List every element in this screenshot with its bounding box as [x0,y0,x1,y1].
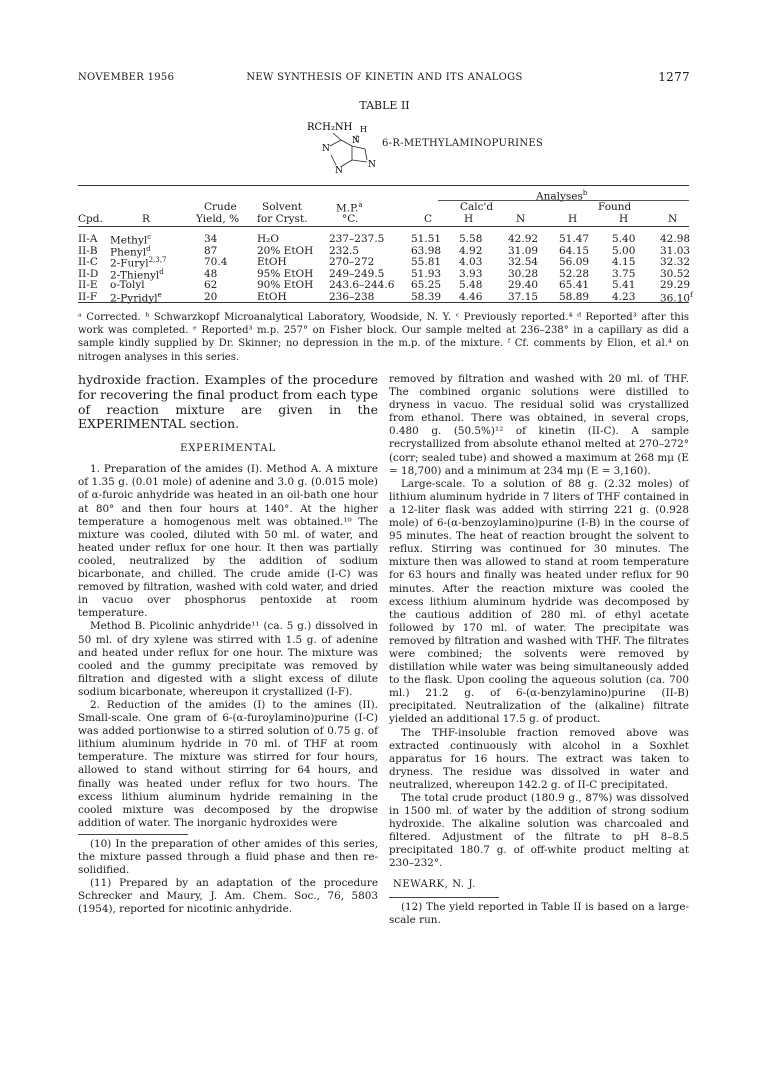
table-cell-mp: 236–238 [329,291,375,303]
table-cell-yield: 48 [204,267,218,280]
table-cell-fc: 65.41 [559,279,590,292]
table-cell-cpd: II-C [78,256,98,269]
table-cell-cpd: II-F [78,291,98,303]
table-footnotes: ᵃ Corrected. ᵇ Schwarzkopf Microanalytical Laboratory, Woodside, N. Y. ᶜ Previously reported.⁴ ᵈ Reported³ after this work was completed. ᵉ Reported³ m.p. 257° on Fisher block. Our sample melted at 236–238° in a capillary as did a sample kindly supplied by Dr. Skinner; no depression in the m.p. of the mixture. ᶠ Cf. comments by Elion, et al.⁴ on nitrogen analyses in this series. [78,312,689,363]
right-text-column [389,373,689,927]
structure-n7-label: N [368,160,376,170]
table-cell-r: 2-Thienyl$^d$ [110,267,164,282]
table-cell-h: 4.46 [459,291,483,303]
table-cell-yield: 62 [204,279,218,292]
table-cell-r: 2-Pyridyl$^e$ [110,291,162,305]
yield-header: Yield, % [196,213,240,225]
table-cell-fc: 52.28 [559,267,590,280]
table-cell-r: 2-Furyl$^{2,3,7}$ [110,256,167,270]
table-cell-cpd: II-A [78,233,98,245]
structure-n3-label: N [335,166,343,176]
table-cell-yield: 34 [204,233,218,245]
h-calcd-header: H [464,213,474,225]
left-text-column [78,373,378,916]
calcd-header: Calc'd [460,201,494,213]
c-calcd-header: C [424,213,433,225]
footnote-10: (10) In the preparation of other amides of this series, the mixture passed through a fluid phase and then re-solidified. [78,837,378,877]
footnote-11: (11) Prepared by an adaptation of the procedure Schrecker and Maury, J. Am. Chem. Soc., 76, 5803 (1954), reported for nicotinic anhydride. [78,877,378,916]
table-cell-n: 32.54 [508,256,539,269]
affiliation-signature: NEWARK, N. J. [393,878,477,890]
table-cell-n: 29.40 [508,279,539,292]
total-product-paragraph: The total crude product (180.9 g., 87%) was dissolved in 1500 ml. of water by the addition of strong sodium hydroxide. The alkaline solution was charcoaled and filtered. Adjustment of the filtrate to pH 8–8.5 precipitated 180.7 g. of off-white product melting at 230–232°. [389,792,689,870]
structure-h-label: H [360,125,367,134]
table-cell-h: 3.93 [459,267,483,280]
table-top-rule [78,185,689,186]
table-cell-mp: 249–249.5 [329,267,385,280]
table-cell-yield: 87 [204,244,218,257]
mp-header: M.P.$^a$ [336,201,363,215]
found-header: Found [598,201,632,213]
table-cell-n: 30.28 [508,267,539,280]
compound-class-label: 6-R-METHYLAMINOPURINES [382,138,544,149]
table-cell-r: o-Tolyl [110,279,145,292]
table-cell-fc: 51.47 [559,233,590,245]
table-cell-fh: 4.23 [612,291,636,303]
h-found-header: H [619,213,629,225]
table-cell-mp: 232.5 [329,244,360,257]
table-cell-fn: 32.32 [660,256,691,269]
table-cell-r: Phenyl$^d$ [110,244,151,259]
table-cell-fn: 29.29 [660,279,691,292]
table-cell-yield: 20 [204,291,218,303]
table-cell-fc: 64.15 [559,244,590,257]
table-cell-h: 5.58 [459,233,483,245]
table-title: TABLE II [359,99,410,112]
table-cell-fh: 4.15 [612,256,636,269]
table-cell-h: 4.03 [459,256,483,269]
table-cell-mp: 243.6–244.6 [329,279,395,292]
table-cell-h: 5.48 [459,279,483,292]
table-cell-mp: 270–272 [329,256,375,269]
table-bottom-rule [78,302,689,303]
table-cell-c: 55.81 [411,256,442,269]
running-header-title: NEW SYNTHESIS OF KINETIN AND ITS ANALOGS [246,72,523,83]
r-header: R [142,213,150,225]
footnote-12: (12) The yield reported in Table II is based on a large-scale run. [389,900,689,926]
table-cell-yield: 70.4 [204,256,228,269]
c-found-header: H [568,213,578,225]
structure-n1-label: N [322,144,330,154]
table-cell-solvent: EtOH [257,291,287,303]
crude-header: Crude [204,201,237,213]
table-cell-fn: 36.10$^f$ [660,291,693,305]
intro-paragraph: hydroxide fraction. Examples of the procedure for recovering the final product from each type of reaction mixture are given in the EXPERIMENTAL section. [78,372,378,432]
table-cell-fn: 42.98 [660,233,691,245]
table-cell-c: 51.51 [411,233,442,245]
page-number: 1277 [658,70,690,84]
structure-n9-label: N [352,136,360,146]
section-heading: EXPERIMENTAL [180,443,276,455]
table-cell-cpd: II-B [78,244,98,257]
footnote-divider [78,834,188,835]
table-cell-fh: 5.40 [612,233,636,245]
table-cell-fn: 31.03 [660,244,691,257]
cryst-header: for Cryst. [257,213,308,225]
continued-paragraph: removed by filtration and washed with 20 ml. of THF. The combined organic solutions were distilled to dryness in vacuo. The residual solid was crystallized from ethanol. There was obtained, in several crops, 0.480 g. (50.5%)¹² of kinetin (II-C). A sample recrystallized from absolute ethanol melted at 270–272° (corr; sealed tube) and showed a maximum at 268 mμ (E = 18,700) and a minimum at 234 mμ (E = 3,160). [389,373,689,477]
method-a-paragraph: 1. Preparation of the amides (I). Method A. A mixture of 1.35 g. (0.01 mole) of adenine and 3.0 g. (0.015 mole) of α-furoic anhydride was heated in an oil-bath one hour at 80° and then four hours at 140°. At the higher temperature a homogenous melt was obtained.¹⁰ The mixture was cooled, diluted with 50 ml. of water, and heated under reflux for one hour. It then was partially cooled, neutralized by the addition of sodium bicarbonate, and chilled. The crude amide (I-C) was removed by filtration, washed with cold water, and dried in vacuo over phosphorus pentoxide at room temperature. [78,463,378,620]
footnote-divider-right [389,897,499,898]
table-cell-solvent: 20% EtOH [257,244,314,257]
mp-unit-header: °C. [342,213,359,225]
table-cell-r: Methyl$^c$ [110,233,152,247]
soxhlet-paragraph: The THF-insoluble fraction removed above was extracted continuously with alcohol in a Soxhlet apparatus for 16 hours. The extract was taken to dryness. The residue was dissolved in water and neutralized, whereupon 142.2 g. of II-C precipitated. [389,726,689,791]
table-cell-mp: 237–237.5 [329,233,385,245]
table-cell-c: 58.39 [411,291,442,303]
table-cell-n: 42.92 [508,233,539,245]
table-cell-cpd: II-D [78,267,99,280]
table-cell-solvent: EtOH [257,256,287,269]
table-cell-c: 51.93 [411,267,442,280]
running-header-date: NOVEMBER 1956 [78,72,175,83]
analyses-header: Analyses$^b$ [536,189,588,203]
table-cell-n: 37.15 [508,291,539,303]
reduction-paragraph: 2. Reduction of the amides (I) to the amines (II). Small-scale. One gram of 6-(α-furoylamino)purine (I-C) was added portionwise to a stirred solution of 0.75 g. of lithium aluminum hydride in 70 ml. of THF at room temperature. The mixture was stirred for four hours, allowed to stand without stirring for 64 hours, and finally was heated under reflux for two hours. The excess lithium aluminum hydride remaining in the cooled mixture was decomposed by the dropwise addition of water. The inorganic hydroxides were [78,698,378,829]
n-found-header: N [668,213,678,225]
cpd-header: Cpd. [78,213,103,225]
table-cell-fc: 56.09 [559,256,590,269]
table-cell-fh: 3.75 [612,267,636,280]
table-cell-cpd: II-E [78,279,98,292]
table-cell-solvent: 95% EtOH [257,267,314,280]
table-cell-fc: 58.89 [559,291,590,303]
table-cell-solvent: H₂O [257,233,279,245]
table-cell-n: 31.09 [508,244,539,257]
table-cell-fn: 30.52 [660,267,691,280]
table-header-rule [78,226,689,227]
table-cell-solvent: 90% EtOH [257,279,314,292]
large-scale-paragraph: Large-scale. To a solution of 88 g. (2.32 moles) of lithium aluminum hydride in 7 liters of THF contained in a 12-liter flask was added with stirring 221 g. (0.928 mole) of 6-(α-benzoylamino)purine (I-B) in the course of 95 minutes. The heat of reaction brought the solvent to reflux. Stirring was continued for 30 minutes. The mixture then was allowed to stand at room temperature for 63 hours and finally was heated under reflux for 90 minutes. After the reaction mixture was cooled the excess lithium aluminum hydride was decomposed by the cautious addition of 280 ml. of ethyl acetate followed by 170 ml. of water. The precipitate was removed by filtration and washed with THF. The filtrates were combined; the solvents were removed by distillation while water was being simultaneously added to the flask. Upon cooling the aqueous solution (ca. 700 ml.) 21.2 g. of 6-(α-benzylamino)purine (II-B) precipitated. Neutralization of the (alkaline) filtrate yielded an additional 17.5 g. of product. [389,477,689,726]
table-cell-fh: 5.41 [612,279,636,292]
solvent-header: Solvent [262,201,303,213]
n-calcd-header: N [516,213,526,225]
table-cell-h: 4.92 [459,244,483,257]
method-b-paragraph: Method B. Picolinic anhydride¹¹ (ca. 5 g.) dissolved in 50 ml. of dry xylene was stirred with 1.5 g. of adenine and heated under reflux for one hour. The mixture was cooled and the gummy precipitate was removed by filtration and digested with a slight excess of dilute sodium bicarbonate, whereupon it crystallized (I-F). [78,620,378,698]
structure-substituent-label: RCH₂NH [307,122,353,133]
table-cell-c: 65.25 [411,279,442,292]
table-cell-c: 63.98 [411,244,442,257]
structure-bonds [330,133,367,166]
table-cell-fh: 5.00 [612,244,636,257]
